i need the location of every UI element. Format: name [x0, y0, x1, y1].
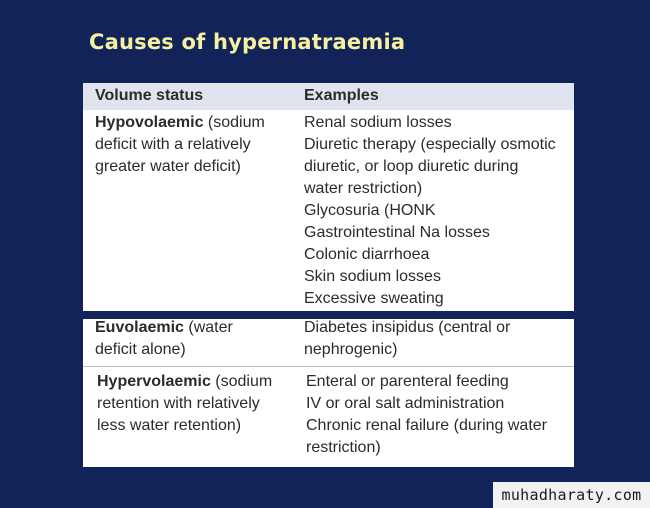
volume-status-cell: [95, 112, 285, 178]
example-line: Renal sodium losses: [304, 114, 452, 131]
volume-status-cell: [97, 371, 287, 437]
volume-status-desc: (water: [183, 319, 233, 336]
site-watermark: muhadharaty.com: [493, 482, 650, 508]
examples-cell: [304, 112, 569, 310]
volume-status-desc: less water retention): [97, 417, 242, 434]
header-examples: Examples: [304, 87, 379, 104]
example-line: Gastrointestinal Na losses: [304, 224, 490, 241]
examples-cell: [306, 371, 571, 459]
row-divider: [83, 366, 574, 367]
table-row-hypervolaemic: [83, 371, 574, 463]
example-line: Diabetes insipidus (central or: [304, 319, 511, 336]
volume-status-term: Hypervolaemic: [97, 373, 211, 390]
example-line: Chronic renal failure (during water: [306, 417, 547, 434]
table-row-euvolaemic: [83, 317, 574, 363]
header-volume-status: Volume status: [95, 87, 204, 104]
example-line: restriction): [306, 439, 381, 456]
example-line: Skin sodium losses: [304, 268, 441, 285]
example-line: Glycosuria (HONK: [304, 202, 436, 219]
example-line: nephrogenic): [304, 341, 398, 358]
example-line: Diuretic therapy (especially osmotic: [304, 136, 556, 153]
slide-title: Causes of hypernatraemia: [89, 30, 406, 54]
example-line: water restriction): [304, 180, 423, 197]
table-row-hypovolaemic: [83, 111, 574, 309]
example-line: Excessive sweating: [304, 290, 444, 307]
examples-cell: [304, 317, 569, 361]
causes-table: [83, 83, 574, 467]
table-header-row: [83, 83, 574, 110]
volume-status-desc: retention with relatively: [97, 395, 260, 412]
volume-status-desc: (sodium: [203, 114, 265, 131]
example-line: Enteral or parenteral feeding: [306, 373, 509, 390]
volume-status-term: Euvolaemic: [95, 319, 184, 336]
example-line: IV or oral salt administration: [306, 395, 505, 412]
volume-status-cell: [95, 317, 285, 361]
volume-status-desc: deficit with a relatively: [95, 136, 251, 153]
volume-status-desc: greater water deficit): [95, 158, 241, 175]
example-line: Colonic diarrhoea: [304, 246, 430, 263]
volume-status-term: Hypovolaemic: [95, 114, 204, 131]
volume-status-desc: deficit alone): [95, 341, 186, 358]
volume-status-desc: (sodium: [210, 373, 273, 390]
example-line: diuretic, or loop diuretic during: [304, 158, 519, 175]
